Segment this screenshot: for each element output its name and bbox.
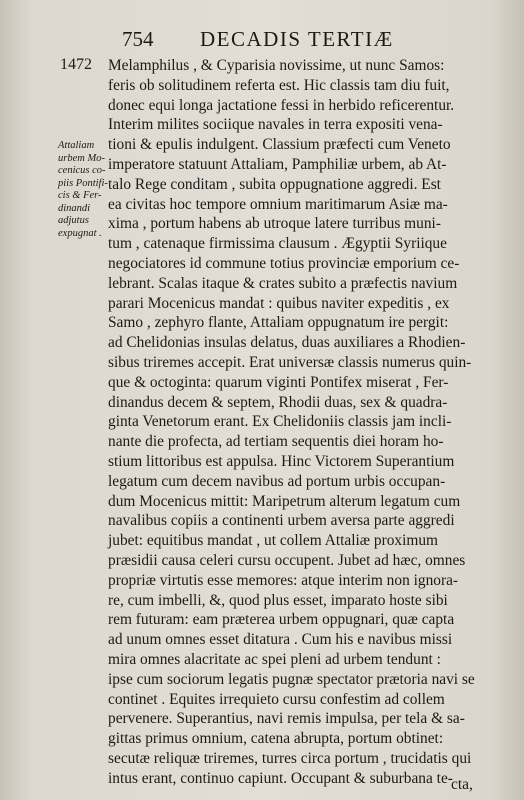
text-line: re, cum imbelli, &, quod plus esset, imparato hoste sibi	[108, 591, 448, 609]
text-line: stium littoribus est appulsa. Hinc Victorem Superantium	[108, 452, 455, 470]
margin-note-line: cis & Fer-	[58, 190, 102, 201]
text-line: parari Mocenicus mandat : quibus naviter expeditis , ex	[108, 294, 450, 312]
text-line: mira omnes alacritate ac spei pleni ad urbem tendunt :	[108, 650, 441, 668]
text-line: legatum cum decem navibus ad portum urbis occupan-	[108, 472, 446, 490]
text-line: secutæ reliquæ triremes, turres circa portum , trucidatis qui	[108, 749, 472, 767]
margin-note-line: expugnat .	[58, 227, 102, 239]
margin-note-line: cenicus co-	[58, 165, 106, 176]
text-line: talo Rege conditam , subita oppugnatione aggredi. Est	[108, 175, 441, 193]
text-line: ginta Venetorum erant. Ex Chelidoniis classis jam incli-	[108, 413, 452, 431]
text-line: xima , portum habens ab utroque latere turribus muni-	[108, 215, 441, 233]
text-line: ad unum omnes esset ditatura . Cum his e navibus missi	[108, 631, 453, 649]
text-line: negociatores id commune totius provinciæ emporium ce-	[108, 254, 460, 272]
text-line: tioni & epulis indulgent. Classium præfecti cum Veneto	[108, 136, 451, 154]
text-line: dinandus decem & septem, Rhodii duas, sex & quadra-	[108, 393, 448, 411]
margin-note-line: adjutus	[58, 215, 89, 226]
text-line: donec equi longa jactatione fessi in herbido reficerentur.	[108, 96, 455, 114]
text-line: Interim milites sociique navales in terra expositi vena-	[108, 116, 443, 134]
text-line: navalibus copiis a continenti urbem aversa parte aggredi	[108, 512, 455, 530]
running-title: DECADIS TERTIÆ	[200, 27, 394, 51]
margin-note-line: Attaliam	[58, 140, 95, 151]
margin-note-line: urbem Mo-	[58, 152, 105, 164]
text-line: jubet: equitibus mandat , ut collem Attaliæ proximum	[108, 532, 439, 550]
margin-year: 1472	[60, 56, 92, 73]
text-line: lebrant. Scalas itaque & crates subito a præfectis navium	[108, 274, 458, 292]
text-line: tum , catenaque firmissima clausum . Ægyptii Syriique	[108, 235, 447, 253]
text-line: imperatore statuunt Attaliam, Pamphiliæ urbem, ab At-	[108, 155, 447, 173]
text-line: gittas primus omnium, catena abrupta, portum obtinet:	[108, 730, 444, 748]
page-number: 754	[122, 27, 154, 51]
text-line: nante die profecta, ad tertiam sequentis diei horam ho-	[108, 433, 444, 451]
text-line: continet . Equites irrequieto cursu confestim ad collem	[108, 690, 445, 708]
page-header	[0, 27, 524, 53]
text-line: que & octoginta: quarum viginti Pontifex miserat , Fer-	[108, 373, 449, 391]
text-line: Melamphilus , & Cyparisia novissime, ut nunc Samos:	[108, 57, 445, 74]
margin-note-line: dinandi	[58, 202, 91, 214]
text-line: propriæ virtutis esse memores: atque interim non ignora-	[108, 571, 459, 589]
text-line: præsidii causa celeri cursu occupent. Jubet ad hæc, omnes	[108, 551, 466, 569]
text-line: ad Chelidonias insulas delatus, duas auxiliares a Rhodien-	[108, 334, 466, 352]
body-text	[108, 56, 500, 788]
text-line: dum Mocenicus mittit: Maripetrum alterum legatum cum	[108, 492, 461, 510]
text-line: pervenere. Superantius, navi remis impulsa, per tela & sa-	[108, 710, 465, 728]
text-line: intus erant, continuo capiunt. Occupant & suburbana te-	[108, 769, 453, 787]
text-line: ea civitas hoc tempore omnium maritimarum Asiæ ma-	[108, 195, 448, 213]
margin-note-line: piis Pontifi-	[58, 177, 108, 189]
text-line: sibus triremes accepit. Erat universæ classis numerus quin-	[108, 353, 472, 371]
text-line: Samo , zephyro flante, Attaliam oppugnatum ire pergit:	[108, 314, 449, 332]
catchword: cta,	[451, 776, 473, 793]
text-line: rem futuram: eam præterea urbem oppugnari, quæ capta	[108, 611, 455, 629]
text-line: ipse cum sociorum legatis pugnæ spectator prætoria navi se	[108, 670, 475, 688]
text-line: feris ob solitudinem referta est. Hic classis tam diu fuit,	[108, 76, 450, 94]
